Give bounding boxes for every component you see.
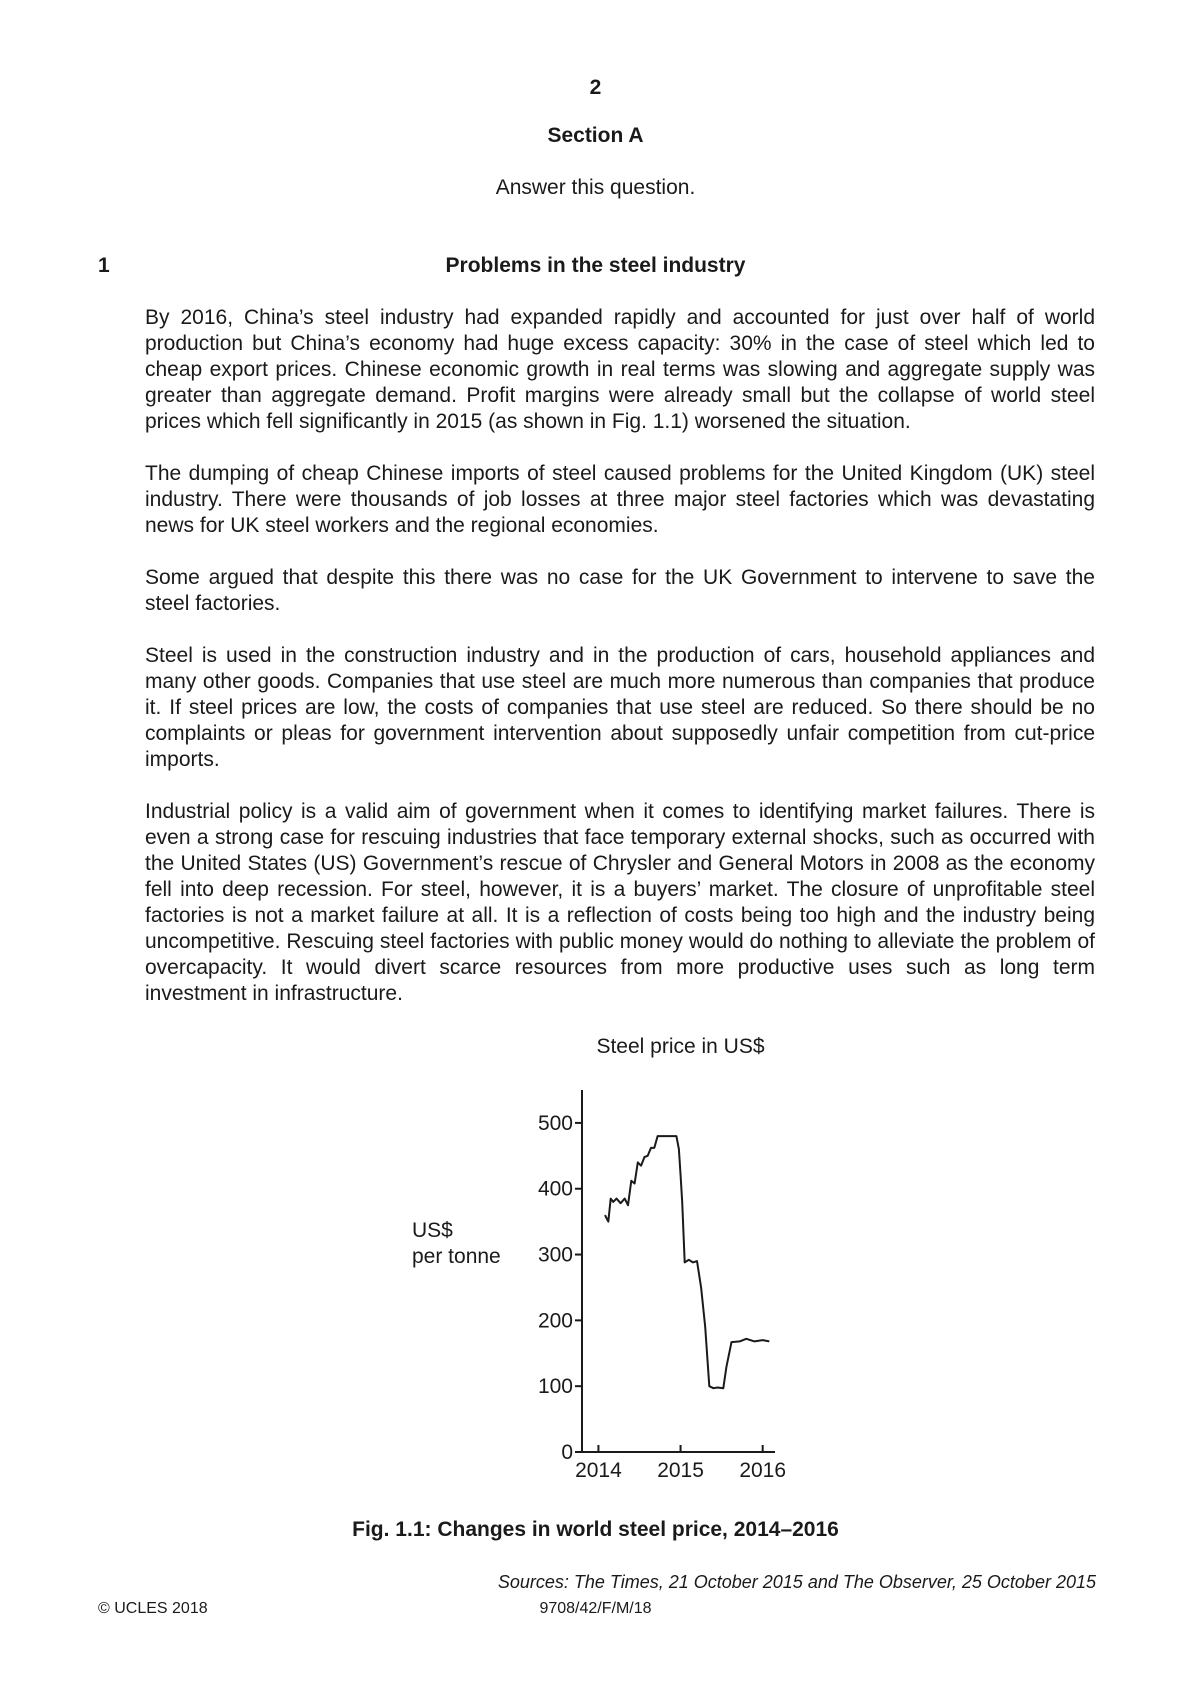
paragraph: The dumping of cheap Chinese imports of steel caused problems for the United Kingdom (UK) steel industry. There were thousands of job losses at three major steel factories which was devastating news for UK steel workers and the regional economies.: [145, 462, 1095, 537]
instruction-text: Answer this question.: [495, 176, 696, 199]
y-tick-label: 500: [537, 1111, 573, 1135]
paragraph: Some argued that despite this there was no case for the UK Government to intervene to save the steel factories.: [145, 566, 1095, 615]
steel-price-chart: [520, 1080, 820, 1490]
y-tick-label: 100: [537, 1375, 573, 1399]
x-tick-label: 2015: [657, 1459, 704, 1482]
page-number: 2: [589, 76, 602, 99]
paper-code: 9708/42/F/M/18: [539, 1600, 652, 1617]
series-line: [605, 1136, 769, 1388]
question-body: [145, 305, 1095, 1033]
figure-caption: Fig. 1.1: Changes in world steel price, 2014–2016: [352, 1518, 839, 1541]
paragraph: Steel is used in the construction industry and in the production of cars, household appliances and many other goods. Companies that use steel are much more numerous than companies that produce it. If steel prices are low, the costs of companies that use steel are reduced. So there should be no complaints or pleas for government intervention about supposedly unfair competition from cut-price imports.: [145, 644, 1095, 771]
question-title: Problems in the steel industry: [445, 254, 746, 277]
y-tick-label: 300: [537, 1243, 573, 1267]
paragraph: Industrial policy is a valid aim of government when it comes to identifying market failures. There is even a strong case for rescuing industries that face temporary external shocks, such as occurred with the United States (US) Government’s rescue of Chrysler and General Motors in 2008 as the economy fell into deep recession. For steel, however, it is a buyers’ market. The closure of unprofitable steel factories is not a market failure at all. It is a reflection of costs being too high and the industry being uncompetitive. Rescuing steel factories with public money would do nothing to alleviate the problem of overcapacity. It would divert scarce resources from more productive uses such as long term investment in infrastructure.: [145, 800, 1095, 1005]
y-tick-label: 0: [561, 1441, 573, 1464]
section-title: Section A: [547, 124, 644, 147]
y-axis-label: [412, 1218, 501, 1270]
x-tick-label: 2014: [575, 1459, 622, 1482]
chart-title: Steel price in US$: [596, 1035, 765, 1058]
sources-note: Sources: The Times, 21 October 2015 and The Observer, 25 October 2015: [497, 1572, 1096, 1592]
y-tick-label: 200: [537, 1309, 573, 1333]
y-tick-label: 400: [537, 1177, 573, 1201]
paragraph: By 2016, China’s steel industry had expanded rapidly and accounted for just over half of world production but China’s economy had huge excess capacity: 30% in the case of steel which led to cheap export prices. Chinese economic growth in real terms was slowing and aggregate supply was greater than aggregate demand. Profit margins were already small but the collapse of world steel prices which fell significantly in 2015 (as shown in Fig. 1.1) worsened the situation.: [145, 306, 1095, 433]
y-axis-label-line: per tonne: [412, 1245, 501, 1268]
y-axis-label-line: US$: [412, 1219, 453, 1242]
copyright-notice: © UCLES 2018: [98, 1600, 208, 1617]
question-number: 1: [98, 254, 110, 277]
x-tick-label: 2016: [739, 1459, 787, 1482]
